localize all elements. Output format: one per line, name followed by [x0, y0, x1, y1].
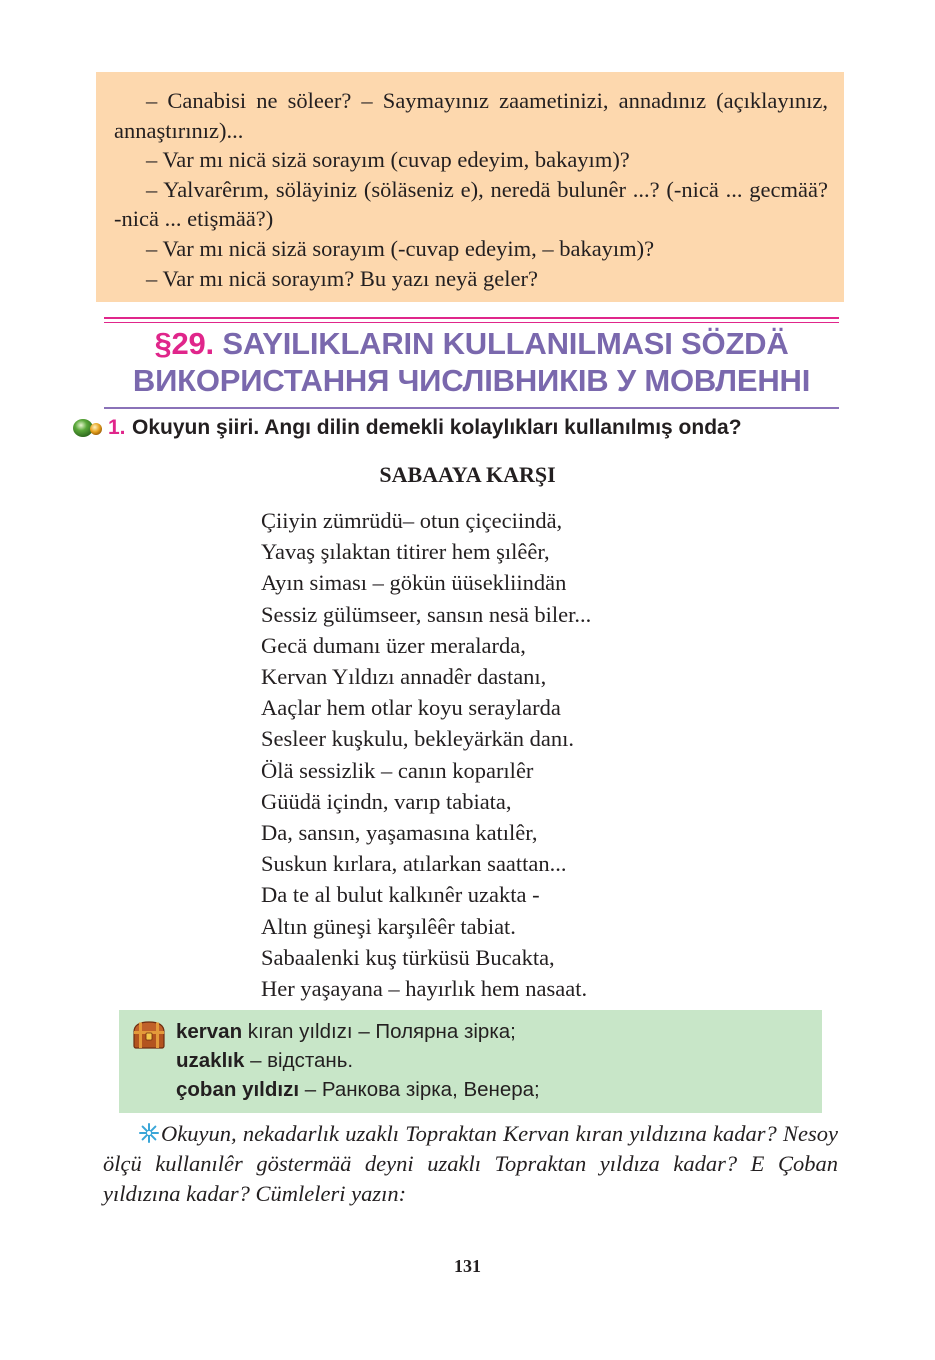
dialogue-line: – Yalvarêrım, söläyiniz (söläseniz e), neredä bulunêr ...? (-nicä ... gecmää? -nicä ... etişmää?): [114, 176, 828, 232]
vocab-definition: – відстань.: [244, 1049, 354, 1072]
green-oval-icon: [72, 418, 104, 438]
poem-line: Yavaş şılaktan titirer hem şılêêr,: [261, 539, 550, 565]
vocab-entry: [176, 1075, 822, 1104]
poem-line: Ölä sessizlik – canın koparılêr: [261, 757, 534, 783]
dialogue-line: – Var mı nicä sorayım? Bu yazı neyä geler?: [146, 265, 538, 291]
poem-line: Ayın siması – gökün üüsekliindän: [261, 570, 567, 596]
poem-line: Suskun kırlara, atılarkan saattan...: [261, 851, 567, 877]
exercise-text: Okuyun şiiri. Angı dilin demekli kolaylıkları kullanılmış onda?: [132, 416, 742, 439]
poem-line: Sesleer kuşkulu, bekleyärkän danı.: [261, 726, 575, 752]
vocabulary-box: [119, 1010, 822, 1113]
section-title-cyrillic: ВИКОРИСТАННЯ ЧИСЛІВНИКІВ У МОВЛЕННІ: [132, 363, 811, 398]
section-heading: [104, 325, 839, 399]
dialogue-line: – Var mı nicä sizä sorayım (cuvap edeyim, bakayım)?: [146, 147, 630, 173]
exercise: [72, 414, 842, 442]
task: [103, 1119, 838, 1209]
exercise-number: 1.: [108, 416, 126, 439]
page-number: 131: [454, 1256, 481, 1276]
poem-line: Altın güneşi karşılêêr tabiat.: [261, 913, 516, 939]
vocab-definition: kıran yıldızı – Полярна зірка;: [242, 1020, 516, 1043]
poem-line: Da, sansın, yaşamasına katılêr,: [261, 820, 538, 846]
vocab-term: kervan: [176, 1020, 243, 1043]
poem-line: Da te al bulut kalkınêr uzakta -: [261, 882, 540, 908]
vocab-term: çoban yıldızı: [176, 1078, 300, 1101]
poem-line: Sessiz gülümseer, sansın nesä biler...: [261, 601, 592, 627]
section-title-latin: SAYILIKLARIN KULLANILMASI SÖZDÄ: [222, 326, 789, 361]
heading-rule-top-thin: [104, 322, 839, 323]
poem: [261, 505, 591, 1004]
dialogue-line: – Var mı nicä sizä sorayım (-cuvap edeyim, – bakayım)?: [146, 235, 655, 261]
poem-line: Aaçlar hem otlar koyu seraylarda: [261, 695, 561, 721]
poem-title: SABAAYA KARŞI: [379, 462, 556, 487]
poem-line: Sabaalenki kuş türküsü Bucakta,: [261, 944, 555, 970]
poem-line: Gecä dumanı üzer meralarda,: [261, 632, 526, 658]
poem-line: Kervan Yıldızı annadêr dastanı,: [261, 664, 547, 690]
poem-line: Her yaşayana – hayırlık hem nasaat.: [261, 976, 588, 1002]
treasure-chest-icon: [131, 1020, 167, 1050]
dialogue-line: – Canabisi ne söleer? – Saymayınız zaametinizi, annadınız (açıklayınız, annaştırınız)...: [114, 88, 828, 143]
poem-line: Çiiyin zümrüdü– otun çiçeciindä,: [261, 508, 563, 533]
section-heading-line-1: [104, 325, 839, 362]
dialogue-box: [96, 72, 844, 302]
vocab-entry: [176, 1046, 822, 1075]
heading-rule-top: [104, 317, 839, 319]
vocab-term: uzaklık: [176, 1049, 245, 1072]
task-text: Okuyun, nekadarlık uzaklı Topraktan Kervan kıran yıldızına kadar? Nesoy ölçü kullanılêr göstermää deyni uzaklı Topraktan yıldıza kadar? E Çoban yıldızına kadar? Cümleleri yazın:: [103, 1121, 838, 1206]
vocab-entry: [176, 1017, 822, 1046]
heading-rule-bottom: [104, 407, 839, 409]
section-number: §29.: [154, 326, 214, 361]
vocab-definition: – Ранкова зірка, Венера;: [299, 1078, 540, 1101]
snowflake-star-icon: [139, 1123, 159, 1143]
poem-line: Güüdä içindn, varıp tabiata,: [261, 788, 512, 814]
